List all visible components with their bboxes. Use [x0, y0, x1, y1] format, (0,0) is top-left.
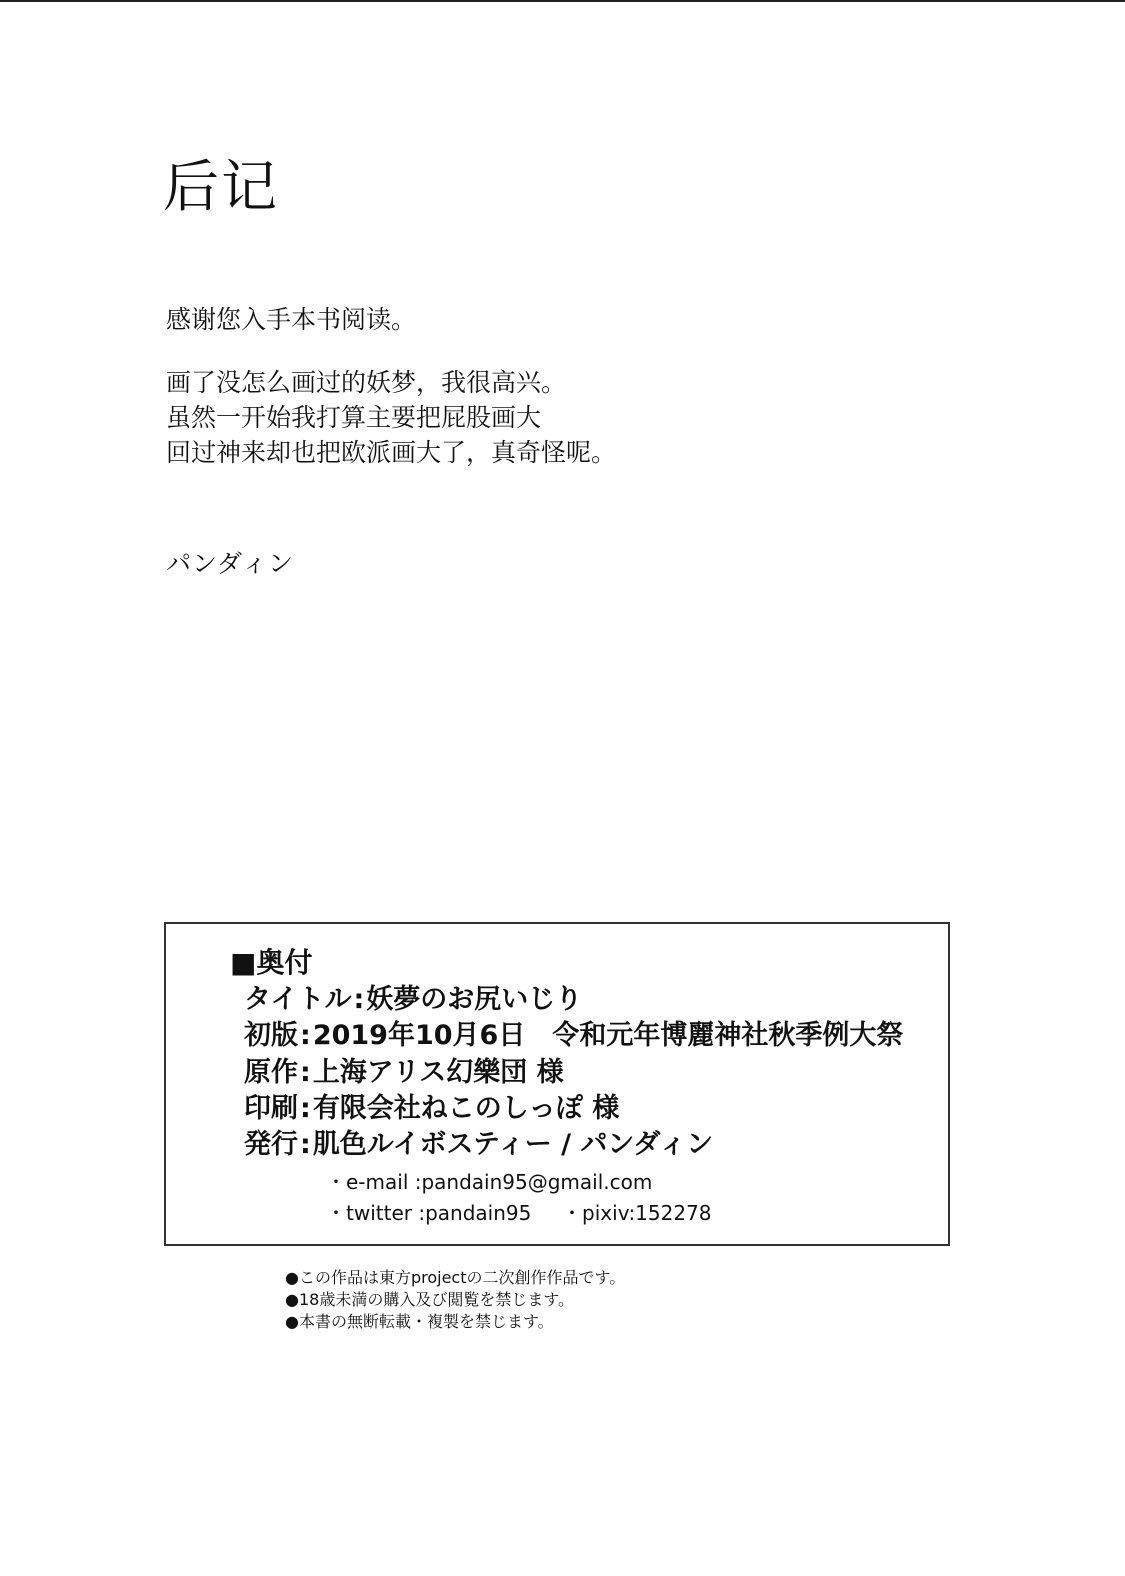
colophon-box	[164, 922, 950, 1246]
legal-note: ●18歳未満の購入及び閲覧を禁じます。	[285, 1290, 575, 1309]
paragraph-line: 回过神来却也把欧派画大了，真奇怪呢。	[166, 438, 617, 467]
legal-note: ●本書の無断転載・複製を禁じます。	[285, 1312, 554, 1331]
legal-notes	[285, 1267, 625, 1333]
author-signature: パンダィン	[166, 549, 295, 578]
colophon-label: 発行	[244, 1129, 298, 1160]
colophon-row-publisher: 発行:肌色ルイボスティー / パンダィン	[244, 1129, 714, 1160]
afterword-paragraph	[166, 365, 616, 470]
contact-email	[326, 1168, 652, 1196]
twitter-value: :pandain95	[418, 1201, 532, 1225]
thanks-line: 感谢您入手本书阅读。	[166, 305, 417, 334]
colophon-value: 2019年10月6日 令和元年博麗神社秋季例大祭	[312, 1020, 904, 1051]
twitter-label: ・twitter	[326, 1201, 412, 1225]
colophon-label: 原作	[244, 1057, 298, 1088]
contact-social	[326, 1199, 712, 1227]
pixiv-value: :152278	[628, 1201, 712, 1225]
email-label: ・e-mail	[326, 1170, 409, 1194]
afterword-title: 后记	[163, 155, 279, 220]
colophon-value: 妖夢のお尻いじり	[366, 984, 583, 1015]
colophon-label: 印刷	[244, 1093, 298, 1124]
email-value: :pandain95@gmail.com	[414, 1170, 653, 1194]
legal-note: ●この作品は東方projectの二次創作作品です。	[285, 1268, 626, 1287]
colophon-row-printing: 印刷:有限会社ねこのしっぽ 様	[244, 1093, 620, 1124]
colophon-row-title: タイトル:妖夢のお尻いじり	[244, 984, 583, 1015]
top-border-line	[0, 0, 1125, 2]
paragraph-line: 画了没怎么画过的妖梦，我很高兴。	[166, 368, 567, 397]
pixiv-label: ・pixiv	[562, 1201, 629, 1225]
colophon-heading: ■奥付	[230, 946, 313, 979]
colophon-value: 上海アリス幻樂団 様	[312, 1057, 564, 1088]
colophon-row-original-work: 原作:上海アリス幻樂団 様	[244, 1057, 564, 1088]
colophon-label: タイトル	[244, 984, 352, 1015]
colophon-value: 肌色ルイボスティー / パンダィン	[312, 1129, 714, 1160]
colophon-row-first-edition: 初版:2019年10月6日 令和元年博麗神社秋季例大祭	[244, 1020, 904, 1051]
paragraph-line: 虽然一开始我打算主要把屁股画大	[166, 403, 542, 432]
colophon-label: 初版	[244, 1020, 298, 1051]
colophon-value: 有限会社ねこのしっぽ 様	[312, 1093, 620, 1124]
